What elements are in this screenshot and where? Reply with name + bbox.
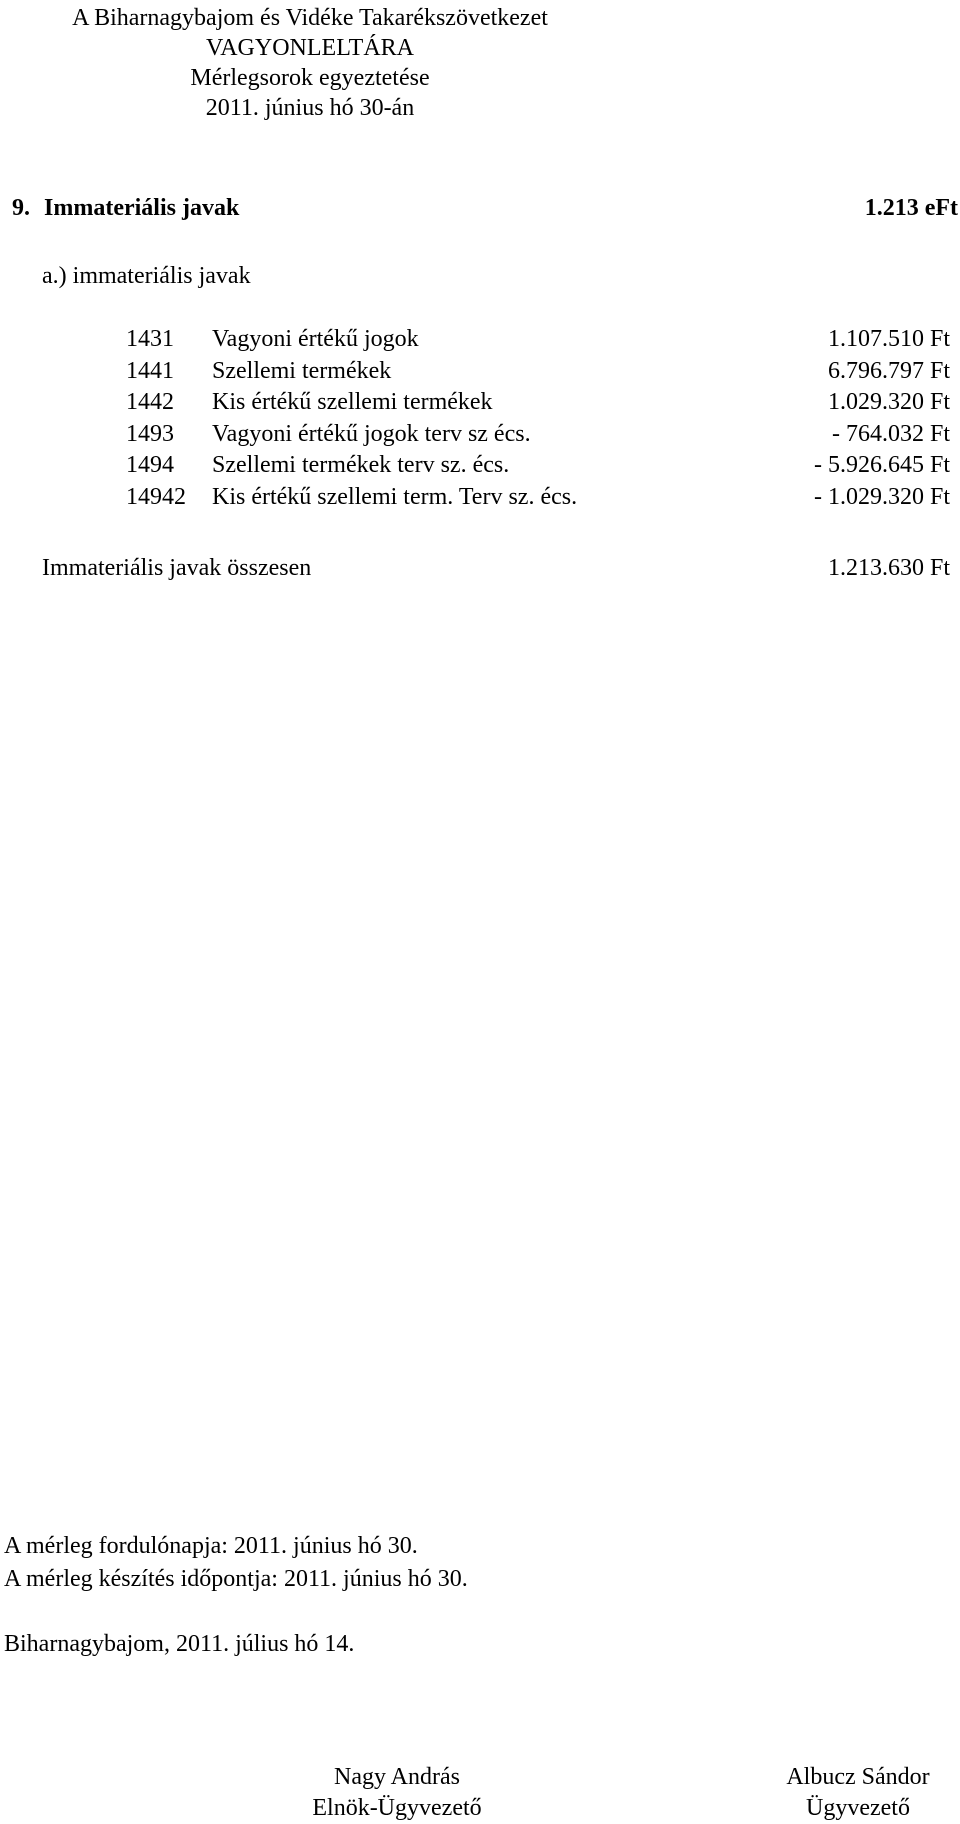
ledger-row (0, 358, 960, 390)
ledger-row (0, 484, 960, 516)
ledger-row (0, 452, 960, 484)
prepared-date-line: A mérleg készítés időpontja: 2011. június hó 30. (4, 1566, 468, 1592)
ledger-row (0, 421, 960, 453)
account-code: 1494 (126, 452, 174, 479)
account-amount: 1.029.320 Ft (827, 389, 950, 416)
summary-amount: 1.213.630 Ft (827, 555, 950, 581)
signature-block-right (760, 1762, 956, 1824)
signatory-title: Ügyvezető (806, 1795, 910, 1821)
account-amount: - 764.032 Ft (831, 420, 950, 447)
account-amount: - 1.029.320 Ft (813, 483, 950, 510)
account-code: 1442 (126, 389, 174, 416)
account-code: 1431 (126, 326, 174, 352)
subsection-title: a.) immateriális javak (42, 263, 251, 289)
account-code: 1493 (126, 420, 174, 447)
signatory-name: Albucz Sándor (786, 1764, 930, 1790)
signatory-title: Elnök-Ügyvezető (312, 1795, 482, 1821)
account-code: 1441 (126, 357, 174, 384)
section-number: 9. (12, 195, 30, 221)
account-description: Vagyoni értékű jogok terv sz écs. (212, 420, 531, 447)
account-description: Kis értékű szellemi term. Terv sz. écs. (212, 483, 578, 510)
account-amount: - 5.926.645 Ft (813, 452, 950, 479)
document-date: 2011. június hó 30-án (205, 95, 415, 121)
institution-name: A Biharnagybajom és Vidéke Takarékszövetkezet (72, 5, 548, 31)
account-code: 14942 (126, 483, 186, 510)
section-title: Immateriális javak (44, 195, 240, 221)
section-total: 1.213 eFt (864, 195, 958, 221)
signature-block-left (272, 1762, 522, 1824)
account-amount: 1.107.510 Ft (827, 326, 950, 352)
section-heading (12, 195, 958, 229)
ledger-table (0, 326, 960, 516)
account-description: Szellemi termékek terv sz. écs. (212, 452, 510, 479)
balance-date-line: A mérleg fordulónapja: 2011. június hó 30. (4, 1533, 418, 1559)
document-subtitle: Mérlegsorok egyeztetése (190, 65, 430, 91)
summary-label: Immateriális javak összesen (42, 555, 312, 581)
document-title: VAGYONLELTÁRA (205, 35, 414, 61)
account-description: Szellemi termékek (212, 357, 392, 384)
ledger-row (0, 326, 960, 358)
signatory-name: Nagy András (334, 1764, 460, 1790)
account-description: Kis értékű szellemi termékek (212, 389, 493, 416)
account-amount: 6.796.797 Ft (827, 357, 950, 384)
account-description: Vagyoni értékű jogok (212, 326, 419, 352)
ledger-row (0, 389, 960, 421)
place-date-line: Biharnagybajom, 2011. július hó 14. (4, 1631, 355, 1657)
document-header (0, 0, 620, 123)
summary-row (0, 555, 960, 589)
